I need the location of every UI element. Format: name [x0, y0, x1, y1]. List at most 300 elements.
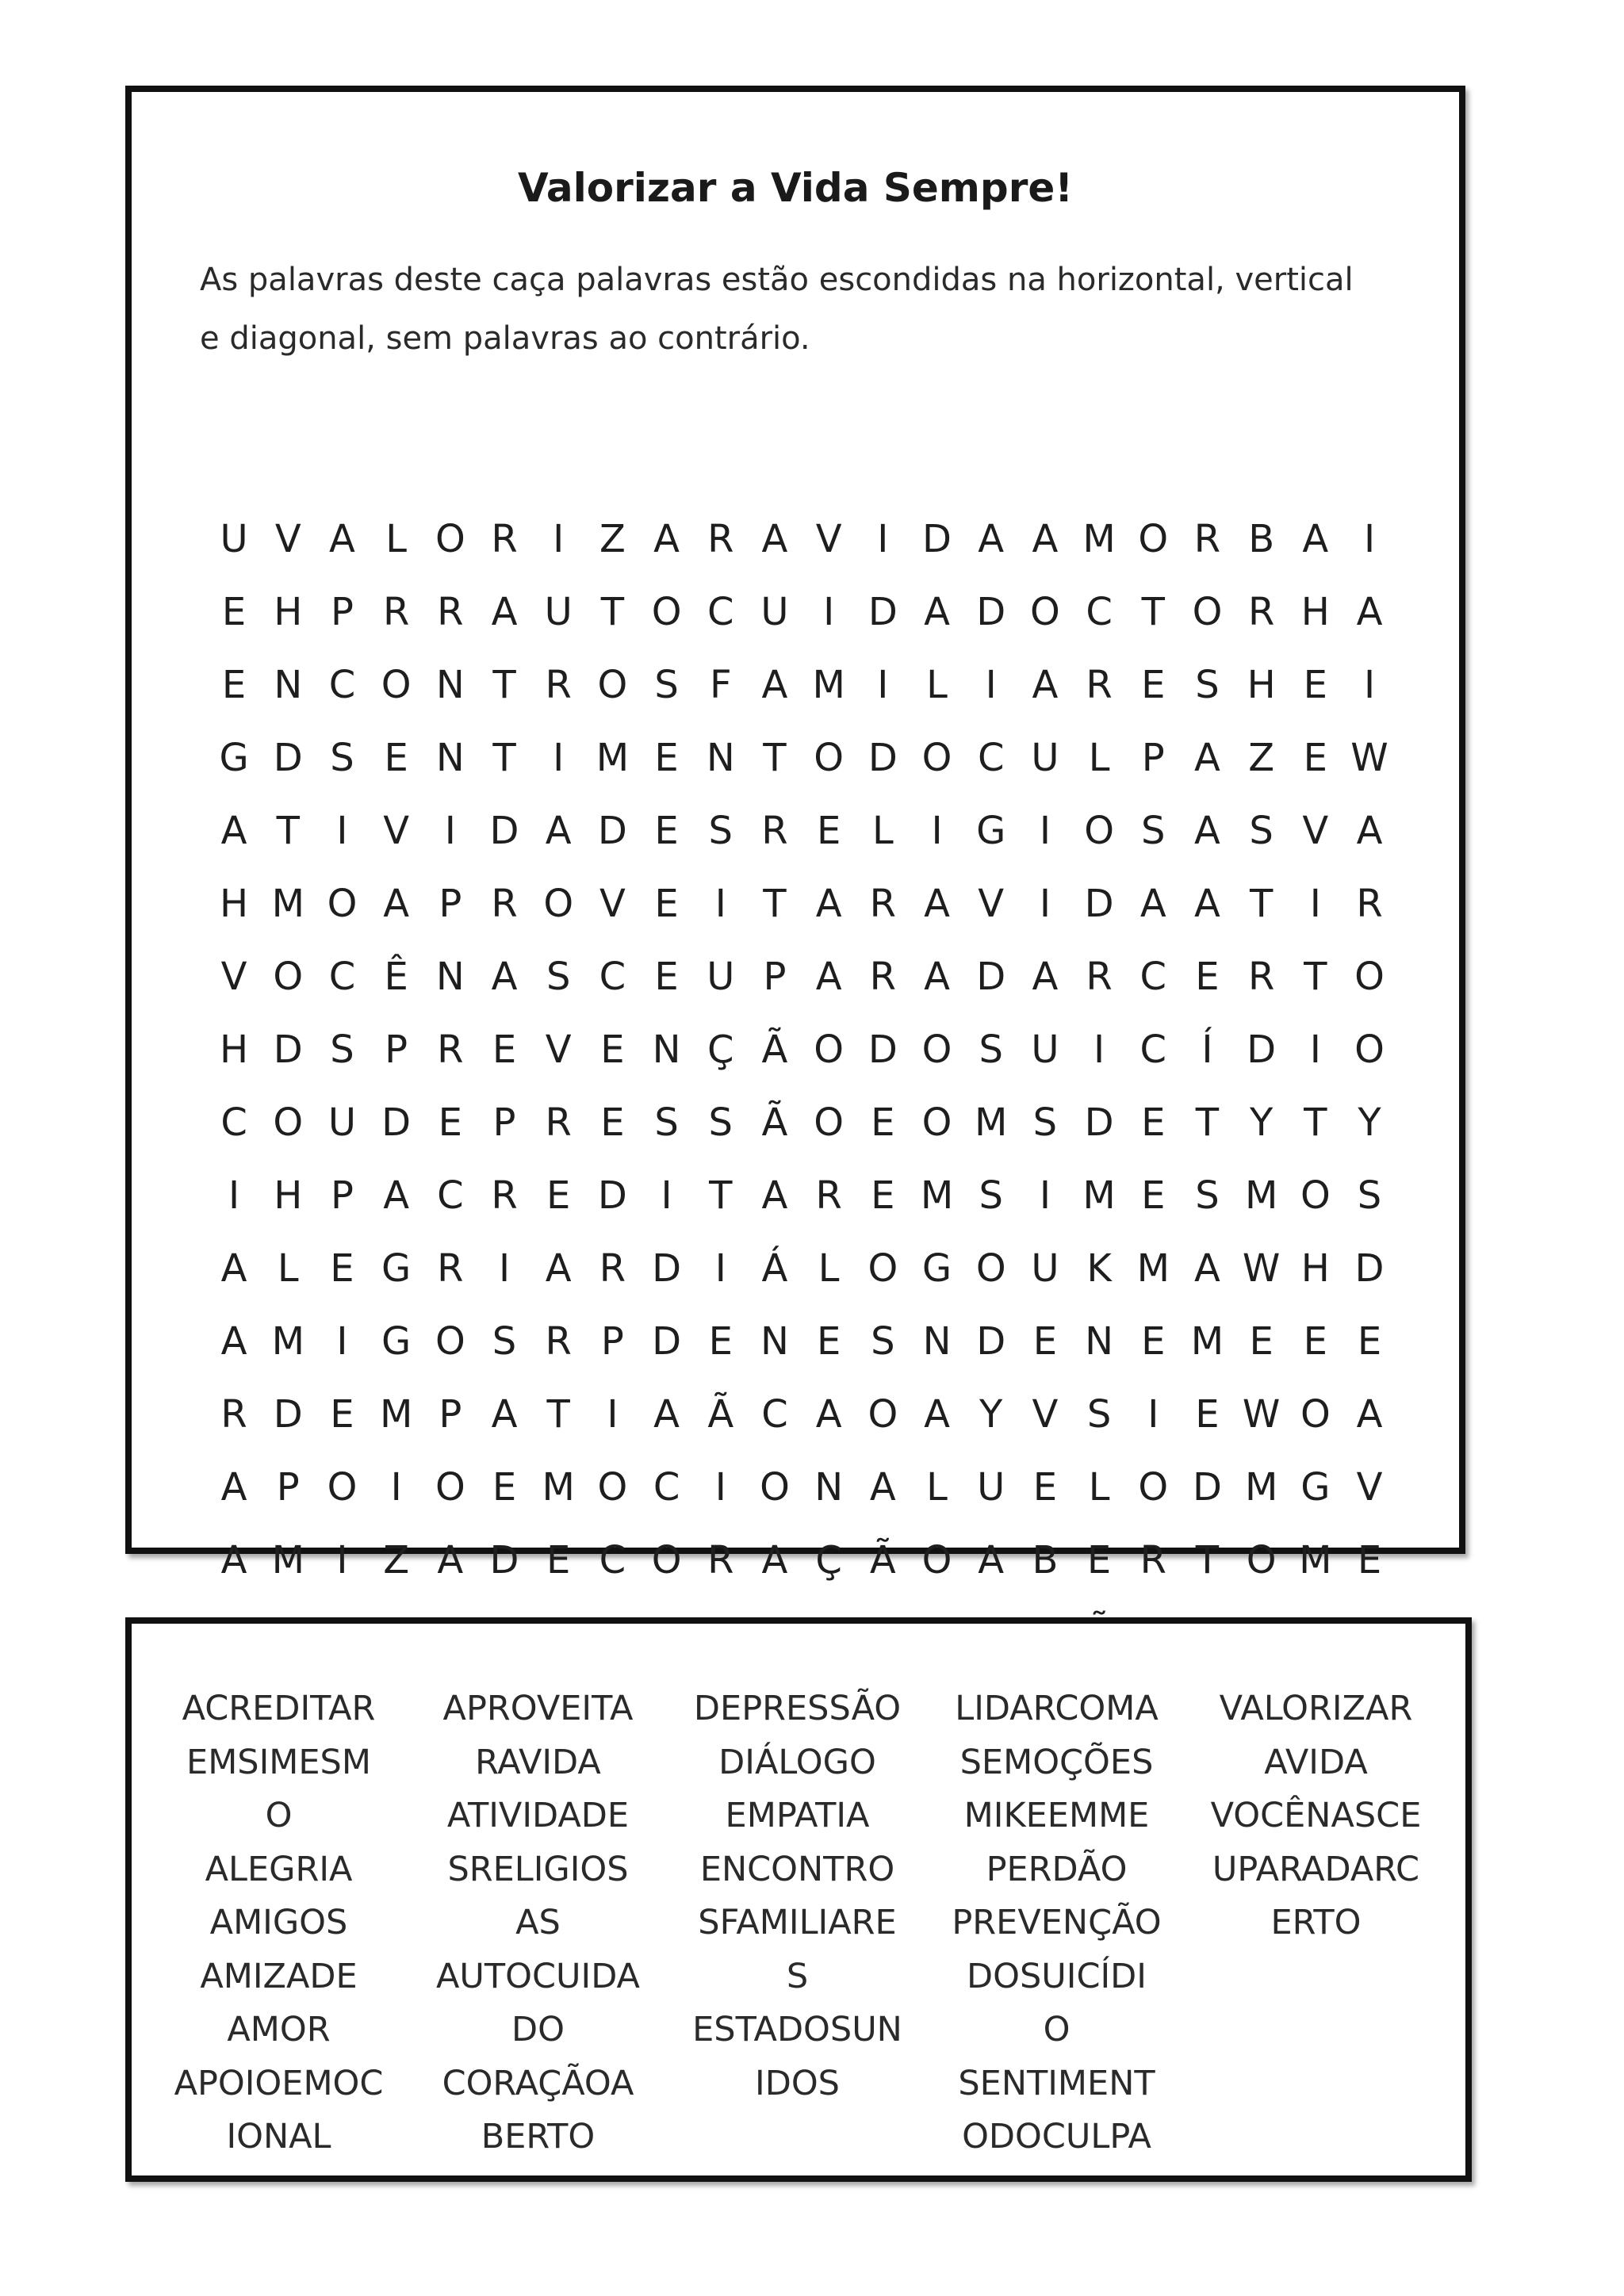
grid-letter[interactable]: O: [814, 1100, 845, 1145]
grid-letter[interactable]: A: [815, 1392, 842, 1437]
grid-letter[interactable]: P: [330, 590, 354, 634]
grid-letter[interactable]: A: [383, 1173, 410, 1218]
grid-letter[interactable]: L: [277, 1246, 299, 1291]
grid-letter[interactable]: I: [931, 809, 943, 853]
grid-letter[interactable]: R: [545, 1100, 572, 1145]
grid-letter[interactable]: C: [761, 1392, 788, 1437]
grid-letter[interactable]: H: [1300, 1246, 1330, 1291]
grid-letter[interactable]: T: [763, 882, 787, 926]
grid-letter[interactable]: A: [1356, 809, 1383, 853]
grid-letter[interactable]: M: [1244, 1465, 1278, 1510]
grid-letter[interactable]: L: [385, 517, 408, 561]
grid-letter[interactable]: R: [437, 1027, 464, 1072]
grid-letter[interactable]: N: [1085, 1319, 1114, 1364]
grid-letter[interactable]: M: [271, 1538, 304, 1582]
grid-letter[interactable]: E: [330, 1246, 354, 1291]
grid-letter[interactable]: C: [1139, 1027, 1167, 1072]
grid-letter[interactable]: R: [382, 590, 410, 634]
grid-letter[interactable]: M: [1299, 1538, 1332, 1582]
grid-letter[interactable]: H: [220, 1027, 249, 1072]
grid-letter[interactable]: A: [1194, 1246, 1220, 1291]
grid-letter[interactable]: I: [336, 1538, 348, 1582]
grid-letter[interactable]: O: [1084, 809, 1114, 853]
grid-letter[interactable]: A: [815, 882, 842, 926]
grid-letter[interactable]: M: [975, 1100, 1008, 1145]
grid-letter[interactable]: S: [1249, 809, 1274, 853]
grid-letter[interactable]: C: [707, 590, 734, 634]
grid-letter[interactable]: E: [1195, 955, 1220, 999]
grid-letter[interactable]: I: [985, 663, 997, 707]
grid-letter[interactable]: A: [815, 955, 842, 999]
grid-letter[interactable]: U: [220, 517, 248, 561]
grid-letter[interactable]: S: [330, 736, 354, 780]
grid-letter[interactable]: M: [1244, 1173, 1278, 1218]
grid-letter[interactable]: E: [492, 1465, 517, 1510]
grid-letter[interactable]: R: [1086, 955, 1113, 999]
grid-letter[interactable]: O: [273, 1100, 304, 1145]
grid-letter[interactable]: S: [1086, 1392, 1112, 1437]
grid-letter[interactable]: D: [652, 1319, 682, 1364]
grid-letter[interactable]: I: [336, 809, 348, 853]
grid-letter[interactable]: D: [489, 1538, 519, 1582]
grid-letter[interactable]: A: [1139, 882, 1166, 926]
grid-letter[interactable]: A: [1356, 590, 1383, 634]
grid-letter[interactable]: Y: [1249, 1100, 1274, 1145]
grid-letter[interactable]: N: [706, 736, 735, 780]
grid-letter[interactable]: O: [1300, 1173, 1331, 1218]
grid-letter[interactable]: P: [276, 1465, 300, 1510]
grid-letter[interactable]: A: [1032, 663, 1059, 707]
grid-letter[interactable]: R: [545, 663, 572, 707]
grid-letter[interactable]: A: [491, 955, 518, 999]
grid-letter[interactable]: A: [653, 1392, 680, 1437]
grid-letter[interactable]: S: [654, 1100, 679, 1145]
grid-letter[interactable]: E: [708, 1319, 733, 1364]
grid-letter[interactable]: A: [978, 1538, 1005, 1582]
grid-letter[interactable]: E: [600, 1100, 625, 1145]
grid-letter[interactable]: C: [977, 736, 1005, 780]
grid-letter[interactable]: K: [1086, 1246, 1112, 1291]
grid-letter[interactable]: M: [1082, 1173, 1116, 1218]
grid-letter[interactable]: A: [220, 809, 247, 853]
grid-letter[interactable]: P: [439, 1392, 462, 1437]
grid-letter[interactable]: T: [763, 736, 787, 780]
grid-letter[interactable]: I: [553, 736, 565, 780]
grid-letter[interactable]: E: [1032, 1465, 1058, 1510]
grid-letter[interactable]: E: [492, 1027, 517, 1072]
grid-letter[interactable]: C: [328, 955, 356, 999]
grid-letter[interactable]: E: [221, 663, 247, 707]
grid-letter[interactable]: A: [924, 1392, 950, 1437]
grid-letter[interactable]: R: [707, 517, 734, 561]
grid-letter[interactable]: S: [492, 1319, 517, 1364]
grid-letter[interactable]: U: [977, 1465, 1005, 1510]
grid-letter[interactable]: T: [1304, 1100, 1327, 1145]
grid-letter[interactable]: C: [437, 1173, 464, 1218]
grid-letter[interactable]: P: [763, 955, 787, 999]
grid-letter[interactable]: U: [544, 590, 573, 634]
grid-letter[interactable]: E: [1303, 663, 1327, 707]
grid-letter[interactable]: V: [1032, 1392, 1059, 1437]
grid-letter[interactable]: D: [1354, 1246, 1385, 1291]
grid-letter[interactable]: I: [714, 1465, 726, 1510]
grid-letter[interactable]: H: [274, 1173, 303, 1218]
grid-letter[interactable]: N: [814, 1465, 844, 1510]
grid-letter[interactable]: Á: [761, 1246, 788, 1291]
grid-letter[interactable]: O: [921, 1538, 952, 1582]
grid-letter[interactable]: E: [600, 1027, 625, 1072]
grid-letter[interactable]: D: [273, 1392, 303, 1437]
grid-letter[interactable]: R: [437, 590, 464, 634]
grid-letter[interactable]: O: [921, 736, 952, 780]
grid-letter[interactable]: V: [1302, 809, 1329, 853]
grid-letter[interactable]: A: [491, 1392, 518, 1437]
grid-letter[interactable]: A: [761, 1538, 788, 1582]
grid-letter[interactable]: Í: [1201, 1027, 1213, 1072]
grid-letter[interactable]: A: [383, 882, 410, 926]
grid-letter[interactable]: R: [1247, 590, 1275, 634]
grid-letter[interactable]: B: [1032, 1538, 1059, 1582]
grid-letter[interactable]: H: [1300, 590, 1330, 634]
grid-letter[interactable]: R: [869, 882, 897, 926]
grid-letter[interactable]: V: [545, 1027, 572, 1072]
grid-letter[interactable]: T: [709, 1173, 733, 1218]
grid-letter[interactable]: S: [1357, 1173, 1382, 1218]
grid-letter[interactable]: W: [1242, 1392, 1281, 1437]
grid-letter[interactable]: I: [1147, 1392, 1159, 1437]
grid-letter[interactable]: I: [444, 809, 456, 853]
grid-letter[interactable]: E: [1141, 663, 1166, 707]
grid-letter[interactable]: A: [761, 517, 788, 561]
grid-letter[interactable]: I: [1309, 882, 1321, 926]
grid-letter[interactable]: D: [976, 590, 1006, 634]
grid-letter[interactable]: D: [381, 1100, 412, 1145]
grid-letter[interactable]: R: [1139, 1538, 1166, 1582]
grid-letter[interactable]: I: [607, 1392, 619, 1437]
grid-letter[interactable]: E: [1032, 1319, 1058, 1364]
grid-letter[interactable]: G: [921, 1246, 952, 1291]
grid-letter[interactable]: U: [707, 955, 735, 999]
grid-letter[interactable]: D: [868, 736, 898, 780]
grid-letter[interactable]: I: [228, 1173, 240, 1218]
grid-letter[interactable]: A: [545, 809, 572, 853]
grid-letter[interactable]: N: [435, 736, 465, 780]
grid-letter[interactable]: V: [599, 882, 626, 926]
grid-letter[interactable]: W: [1350, 736, 1388, 780]
grid-letter[interactable]: V: [383, 809, 410, 853]
grid-letter[interactable]: A: [869, 1465, 896, 1510]
grid-letter[interactable]: I: [1363, 517, 1376, 561]
grid-letter[interactable]: E: [816, 809, 841, 853]
grid-letter[interactable]: N: [435, 955, 465, 999]
grid-letter[interactable]: A: [491, 590, 518, 634]
grid-letter[interactable]: O: [327, 1465, 358, 1510]
grid-letter[interactable]: E: [546, 1173, 571, 1218]
grid-letter[interactable]: V: [815, 517, 842, 561]
grid-letter[interactable]: L: [1088, 736, 1110, 780]
grid-letter[interactable]: M: [1190, 1319, 1224, 1364]
grid-letter[interactable]: N: [274, 663, 303, 707]
grid-letter[interactable]: A: [1032, 517, 1059, 561]
grid-letter[interactable]: C: [220, 1100, 247, 1145]
grid-letter[interactable]: A: [1302, 517, 1329, 561]
grid-letter[interactable]: S: [1195, 663, 1220, 707]
grid-letter[interactable]: O: [435, 517, 465, 561]
grid-letter[interactable]: E: [1249, 1319, 1274, 1364]
grid-letter[interactable]: L: [1088, 1465, 1110, 1510]
grid-letter[interactable]: R: [1247, 955, 1275, 999]
grid-letter[interactable]: I: [1039, 809, 1051, 853]
grid-letter[interactable]: A: [220, 1538, 247, 1582]
grid-letter[interactable]: G: [219, 736, 249, 780]
grid-letter[interactable]: Z: [1248, 736, 1275, 780]
grid-letter[interactable]: P: [1141, 736, 1165, 780]
grid-letter[interactable]: Ã: [761, 1100, 788, 1145]
grid-letter[interactable]: O: [327, 882, 358, 926]
grid-letter[interactable]: C: [599, 1538, 626, 1582]
grid-letter[interactable]: E: [654, 809, 679, 853]
grid-letter[interactable]: Ç: [815, 1538, 842, 1582]
grid-letter[interactable]: E: [546, 1538, 571, 1582]
grid-letter[interactable]: S: [979, 1173, 1003, 1218]
grid-letter[interactable]: R: [707, 1538, 734, 1582]
grid-letter[interactable]: C: [328, 663, 356, 707]
grid-letter[interactable]: G: [381, 1319, 412, 1364]
grid-letter[interactable]: W: [1242, 1246, 1281, 1291]
grid-letter[interactable]: D: [1084, 882, 1114, 926]
grid-letter[interactable]: L: [871, 809, 894, 853]
grid-letter[interactable]: A: [924, 590, 950, 634]
grid-letter[interactable]: I: [877, 663, 889, 707]
grid-letter[interactable]: E: [1086, 1538, 1112, 1582]
grid-letter[interactable]: E: [1141, 1319, 1166, 1364]
grid-letter[interactable]: R: [491, 882, 518, 926]
grid-letter[interactable]: D: [1247, 1027, 1277, 1072]
grid-letter[interactable]: E: [330, 1392, 354, 1437]
grid-letter[interactable]: I: [1039, 882, 1051, 926]
grid-letter[interactable]: A: [924, 955, 950, 999]
grid-letter[interactable]: I: [1094, 1027, 1105, 1072]
grid-letter[interactable]: E: [871, 1173, 895, 1218]
grid-letter[interactable]: A: [761, 663, 788, 707]
grid-letter[interactable]: I: [714, 1246, 726, 1291]
grid-letter[interactable]: A: [761, 1173, 788, 1218]
grid-letter[interactable]: A: [1194, 882, 1220, 926]
grid-letter[interactable]: P: [492, 1100, 516, 1145]
grid-letter[interactable]: R: [761, 809, 788, 853]
grid-letter[interactable]: R: [869, 955, 897, 999]
grid-letter[interactable]: U: [1031, 736, 1059, 780]
grid-letter[interactable]: O: [1300, 1392, 1331, 1437]
grid-letter[interactable]: T: [1249, 882, 1274, 926]
grid-letter[interactable]: O: [814, 736, 845, 780]
grid-letter[interactable]: R: [815, 1173, 842, 1218]
grid-letter[interactable]: H: [1247, 663, 1276, 707]
grid-letter[interactable]: Ã: [761, 1027, 788, 1072]
grid-letter[interactable]: C: [653, 1465, 680, 1510]
grid-letter[interactable]: T: [492, 663, 516, 707]
grid-letter[interactable]: S: [330, 1027, 354, 1072]
grid-letter[interactable]: M: [542, 1465, 575, 1510]
grid-letter[interactable]: E: [221, 590, 247, 634]
grid-letter[interactable]: D: [652, 1246, 682, 1291]
grid-letter[interactable]: E: [1195, 1392, 1220, 1437]
grid-letter[interactable]: S: [1032, 1100, 1058, 1145]
grid-letter[interactable]: E: [1303, 1319, 1327, 1364]
grid-letter[interactable]: G: [976, 809, 1006, 853]
grid-letter[interactable]: T: [1195, 1538, 1220, 1582]
grid-letter[interactable]: G: [381, 1246, 412, 1291]
grid-letter[interactable]: R: [1193, 517, 1221, 561]
grid-letter[interactable]: A: [220, 1246, 247, 1291]
grid-letter[interactable]: Ê: [384, 955, 408, 999]
grid-letter[interactable]: M: [1136, 1246, 1170, 1291]
grid-letter[interactable]: E: [1141, 1100, 1166, 1145]
grid-letter[interactable]: V: [274, 517, 301, 561]
grid-letter[interactable]: C: [599, 955, 626, 999]
grid-letter[interactable]: S: [979, 1027, 1003, 1072]
grid-letter[interactable]: O: [1030, 590, 1060, 634]
grid-letter[interactable]: O: [921, 1027, 952, 1072]
grid-letter[interactable]: A: [220, 1319, 247, 1364]
grid-letter[interactable]: D: [976, 1319, 1006, 1364]
grid-letter[interactable]: V: [978, 882, 1005, 926]
grid-letter[interactable]: E: [1357, 1319, 1382, 1364]
grid-letter[interactable]: S: [708, 1100, 733, 1145]
grid-letter[interactable]: E: [1357, 1538, 1382, 1582]
grid-letter[interactable]: D: [868, 590, 898, 634]
grid-letter[interactable]: L: [926, 1465, 948, 1510]
grid-letter[interactable]: R: [1356, 882, 1383, 926]
grid-letter[interactable]: O: [381, 663, 412, 707]
grid-letter[interactable]: E: [654, 736, 679, 780]
grid-letter[interactable]: A: [1356, 1392, 1383, 1437]
grid-letter[interactable]: H: [220, 882, 249, 926]
grid-letter[interactable]: E: [1141, 1173, 1166, 1218]
grid-letter[interactable]: Z: [599, 517, 626, 561]
grid-letter[interactable]: Y: [979, 1392, 1003, 1437]
grid-letter[interactable]: I: [498, 1246, 511, 1291]
grid-letter[interactable]: R: [491, 517, 518, 561]
grid-letter[interactable]: O: [868, 1246, 898, 1291]
grid-letter[interactable]: S: [546, 955, 571, 999]
grid-letter[interactable]: Z: [383, 1538, 410, 1582]
grid-letter[interactable]: T: [1141, 590, 1165, 634]
grid-letter[interactable]: M: [596, 736, 630, 780]
grid-letter[interactable]: S: [1141, 809, 1166, 853]
grid-letter[interactable]: S: [708, 809, 733, 853]
grid-letter[interactable]: A: [1032, 955, 1059, 999]
grid-letter[interactable]: O: [1354, 955, 1385, 999]
grid-letter[interactable]: O: [921, 1100, 952, 1145]
grid-letter[interactable]: M: [920, 1173, 954, 1218]
grid-letter[interactable]: Ã: [869, 1538, 896, 1582]
grid-letter[interactable]: M: [271, 1319, 304, 1364]
grid-letter[interactable]: O: [868, 1392, 898, 1437]
grid-letter[interactable]: O: [543, 882, 574, 926]
grid-letter[interactable]: E: [654, 882, 679, 926]
grid-letter[interactable]: T: [546, 1392, 570, 1437]
grid-letter[interactable]: R: [545, 1319, 572, 1364]
grid-letter[interactable]: O: [651, 1538, 682, 1582]
grid-letter[interactable]: M: [379, 1392, 413, 1437]
grid-letter[interactable]: D: [1192, 1465, 1222, 1510]
grid-letter[interactable]: S: [871, 1319, 895, 1364]
grid-letter[interactable]: D: [868, 1027, 898, 1072]
grid-letter[interactable]: I: [877, 517, 889, 561]
grid-letter[interactable]: A: [329, 517, 355, 561]
grid-letter[interactable]: O: [651, 590, 682, 634]
grid-letter[interactable]: B: [1248, 517, 1275, 561]
grid-letter[interactable]: O: [1246, 1538, 1277, 1582]
grid-letter[interactable]: I: [336, 1319, 348, 1364]
grid-letter[interactable]: L: [818, 1246, 840, 1291]
grid-letter[interactable]: C: [1086, 590, 1113, 634]
grid-letter[interactable]: G: [1300, 1465, 1331, 1510]
grid-letter[interactable]: I: [1039, 1173, 1051, 1218]
grid-letter[interactable]: A: [924, 882, 950, 926]
grid-letter[interactable]: R: [491, 1173, 518, 1218]
grid-letter[interactable]: I: [553, 517, 565, 561]
grid-letter[interactable]: M: [812, 663, 845, 707]
grid-letter[interactable]: O: [597, 663, 628, 707]
grid-letter[interactable]: P: [330, 1173, 354, 1218]
grid-letter[interactable]: O: [814, 1027, 845, 1072]
grid-letter[interactable]: M: [1082, 517, 1116, 561]
grid-letter[interactable]: E: [654, 955, 679, 999]
grid-letter[interactable]: H: [274, 590, 303, 634]
grid-letter[interactable]: I: [1363, 663, 1376, 707]
grid-letter[interactable]: P: [439, 882, 462, 926]
grid-letter[interactable]: A: [653, 517, 680, 561]
grid-letter[interactable]: A: [1194, 809, 1220, 853]
grid-letter[interactable]: N: [922, 1319, 952, 1364]
grid-letter[interactable]: O: [435, 1319, 465, 1364]
grid-letter[interactable]: E: [384, 736, 408, 780]
grid-letter[interactable]: Ã: [707, 1392, 734, 1437]
grid-letter[interactable]: D: [489, 809, 519, 853]
grid-letter[interactable]: P: [600, 1319, 624, 1364]
grid-letter[interactable]: U: [1031, 1027, 1059, 1072]
grid-letter[interactable]: U: [327, 1100, 357, 1145]
grid-letter[interactable]: R: [1086, 663, 1113, 707]
grid-letter[interactable]: T: [1304, 955, 1327, 999]
grid-letter[interactable]: O: [435, 1465, 465, 1510]
grid-letter[interactable]: M: [271, 882, 304, 926]
grid-letter[interactable]: S: [1195, 1173, 1220, 1218]
grid-letter[interactable]: U: [1031, 1246, 1059, 1291]
grid-letter[interactable]: I: [390, 1465, 402, 1510]
grid-letter[interactable]: O: [1138, 1465, 1169, 1510]
grid-letter[interactable]: T: [600, 590, 625, 634]
grid-letter[interactable]: A: [437, 1538, 464, 1582]
grid-letter[interactable]: T: [492, 736, 516, 780]
grid-letter[interactable]: A: [545, 1246, 572, 1291]
grid-letter[interactable]: R: [220, 1392, 247, 1437]
grid-letter[interactable]: A: [978, 517, 1005, 561]
grid-letter[interactable]: D: [597, 1173, 627, 1218]
grid-letter[interactable]: Ç: [707, 1027, 734, 1072]
grid-letter[interactable]: I: [823, 590, 835, 634]
grid-letter[interactable]: E: [1303, 736, 1327, 780]
grid-letter[interactable]: D: [273, 736, 303, 780]
grid-letter[interactable]: P: [385, 1027, 408, 1072]
grid-letter[interactable]: N: [652, 1027, 681, 1072]
grid-letter[interactable]: D: [976, 955, 1006, 999]
grid-letter[interactable]: D: [1084, 1100, 1114, 1145]
grid-letter[interactable]: V: [220, 955, 247, 999]
grid-letter[interactable]: T: [1195, 1100, 1220, 1145]
